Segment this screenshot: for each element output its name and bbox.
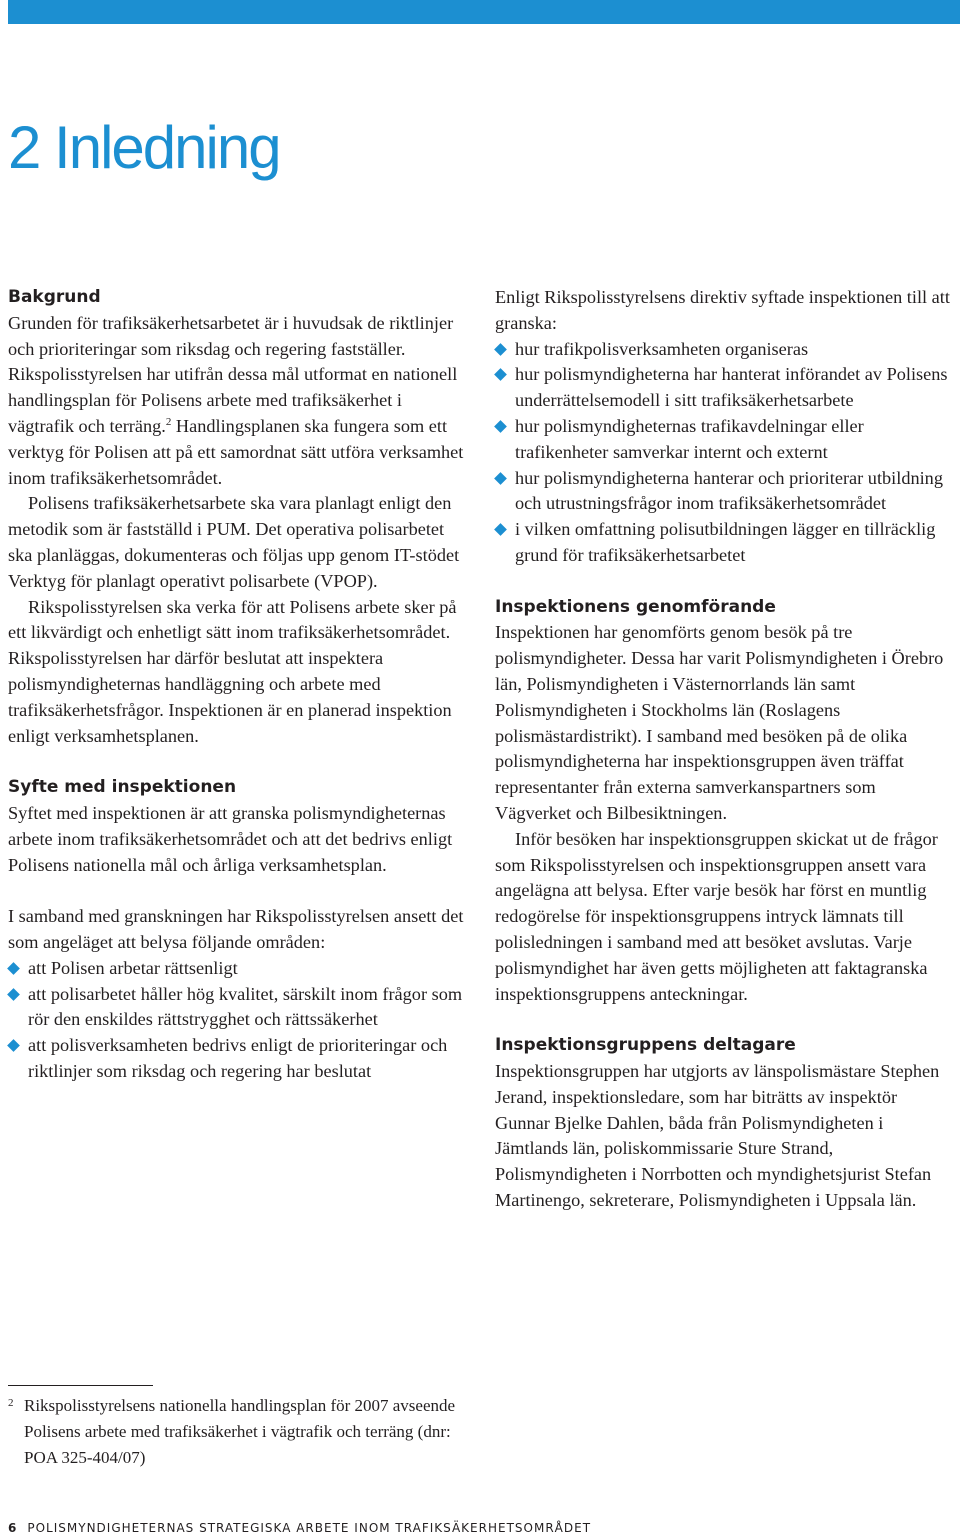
paragraph-text: Grunden för trafiksäkerhetsarbetet är i huvudsak de riktlinjer och prioriteringar som riksdag och regering fastställer. Rikspolisstyrelsen har utifrån dessa mål utformat en nationell handlingsplan för Polisens arbete med trafiksäkerhet i vägtrafik och terräng.	[8, 312, 458, 436]
list-item-text: hur polismyndigheterna hanterar och prioriterar utbildning och utrustningsfrågor inom trafiksäkerhetsområdet	[515, 467, 943, 514]
paragraph	[8, 311, 470, 492]
footnote-mark: 2	[8, 1397, 14, 1409]
paragraph: I samband med granskningen har Rikspolisstyrelsen ansett det som angeläget att belysa följande områden:	[8, 906, 464, 952]
blue-diamond-icon	[494, 523, 507, 536]
footnote-text: Rikspolisstyrelsens nationella handlingsplan för 2007 avseende Polisens arbete med trafiksäkerhet i vägtrafik och terräng (dnr: POA 325-404/07)	[24, 1396, 456, 1467]
footnote	[8, 1393, 468, 1471]
top-color-bar	[8, 0, 960, 24]
section-heading-syfte: Syfte med inspektionen	[8, 777, 237, 798]
page-footer	[8, 1521, 591, 1535]
paragraph: Syftet med inspektionen är att granska polismyndigheternas arbete inom trafiksäkerhetsområdet och att det bedrivs enligt Polisens nationella mål och årliga verksamhetsplan.	[8, 802, 453, 875]
left-column	[8, 285, 470, 1085]
paragraph: Polisens trafiksäkerhetsarbete ska vara planlagt enligt den metodik som är fastställd i PUM. Det operativa polisarbetet ska planläggas, dokumenteras och följas upp genom IT-stödet Verktyg för planlagt operativt polisarbete (VPOP).	[8, 493, 460, 591]
chapter-title: 2 Inledning	[8, 114, 280, 181]
list-item	[8, 956, 470, 982]
blue-diamond-icon	[7, 1039, 20, 1052]
list-item	[495, 337, 955, 363]
paragraph: Inför besöken har inspektionsgruppen skickat ut de frågor som Rikspolisstyrelsen och inspektionsgruppen ansett vara angelägna att belysa. Efter varje besök har först en muntlig redogörelse för inspektionsgruppens intryck lämnats till polisledningen i samband med att besöket avslutas. Varje polismyndighet har även getts möjligheten att faktagranska inspektionsgruppens anteckningar.	[495, 828, 938, 1004]
page-number: 6	[8, 1521, 18, 1535]
right-column	[495, 285, 955, 1214]
section-heading-genomforande: Inspektionens genomförande	[495, 596, 776, 617]
blue-diamond-icon	[494, 472, 507, 485]
list-item	[8, 982, 470, 1034]
paragraph: Enligt Rikspolisstyrelsens direktiv syftade inspektionen till att granska:	[495, 287, 950, 333]
list-item-text: hur polismyndigheternas trafikavdelningar eller trafikenheter samverkar internt och externt	[515, 415, 864, 462]
list-item	[495, 362, 955, 414]
list-item	[495, 466, 955, 518]
paragraph: Inspektionen har genomförts genom besök på tre polismyndigheter. Dessa har varit Polismyndigheten i Örebro län, Polismyndigheten i Västernorrlands län samt Polismyndigheten i Stockholms län (Roslagens polismästardistrikt). I samband med besöken på de olika polismyndigheterna har inspektionsgruppen även träffat representanter från externa samverkanspartners som Vägverket och Bilbesiktningen.	[495, 622, 944, 823]
blue-diamond-icon	[494, 420, 507, 433]
paragraph-text: Handlingsplanen ska fungera som ett verktyg för Polisen att på ett samordnat sätt utföra verksamhet inom trafiksäkerhetsområdet.	[8, 415, 464, 488]
blue-diamond-icon	[7, 962, 20, 975]
bullet-list	[495, 337, 955, 569]
list-item	[8, 1033, 470, 1085]
list-item-text: hur polismyndigheterna har hanterat införandet av Polisens underrättelsemodell i sitt trafiksäkerhetsarbete	[515, 364, 948, 411]
paragraph: Rikspolisstyrelsen ska verka för att Polisens arbete sker på ett likvärdigt och enhetligt sätt inom trafiksäkerhetsområdet. Rikspolisstyrelsen har därför beslutat att inspektera polismyndigheternas handläggning och arbete med trafiksäkerhetsfrågor. Inspektionen är en planerad inspektion enligt verksamhetsplanen.	[8, 596, 457, 746]
list-item	[495, 517, 955, 569]
footnote-separator	[8, 1385, 153, 1386]
running-title: POLISMYNDIGHETERNAS STRATEGISKA ARBETE INOM TRAFIKSÄKERHETSOMRÅDET	[27, 1521, 592, 1535]
list-item-text: att polisarbetet håller hög kvalitet, särskilt inom frågor som rör den enskildes rättstrygghet och rättssäkerhet	[28, 983, 463, 1030]
list-item-text: i vilken omfattning polisutbildningen lägger en tillräcklig grund för trafiksäkerhetsarbetet	[515, 519, 936, 565]
list-item-text: hur trafikpolisverksamheten organiseras	[515, 338, 809, 359]
list-item-text: att Polisen arbetar rättsenligt	[28, 957, 238, 978]
list-item-text: att polisverksamheten bedrivs enligt de prioriteringar och riktlinjer som riksdag och regering har beslutat	[28, 1035, 448, 1081]
section-heading-bakgrund: Bakgrund	[8, 287, 101, 307]
blue-diamond-icon	[494, 369, 507, 382]
paragraph: Inspektionsgruppen har utgjorts av länspolismästare Stephen Jerand, inspektionsledare, som har biträtts av inspektör Gunnar Bjelke Dahlen, båda från Polismyndigheten i Jämtlands län, poliskommissarie Sture Strand, Polismyndigheten i Norrbotten och myndighetsjurist Stefan Martinengo, sekreterare, Polismyndigheten i Uppsala län.	[495, 1060, 940, 1210]
footnote-reference: 2	[165, 415, 172, 428]
section-heading-deltagare: Inspektionsgruppens deltagare	[495, 1035, 796, 1056]
blue-diamond-icon	[7, 988, 20, 1001]
list-item	[495, 414, 955, 466]
bullet-list	[8, 956, 470, 1085]
blue-diamond-icon	[494, 343, 507, 356]
